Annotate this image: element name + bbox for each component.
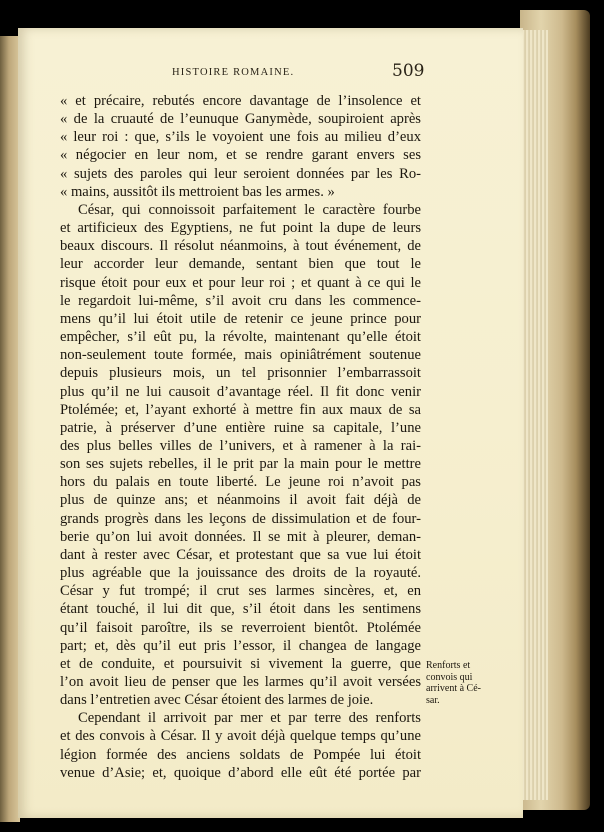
text-line: « négocier en leur nom, et se rendre garant envers ses — [60, 147, 421, 164]
text-line: dans l’entretien avec César étoient des larmes de joie. — [60, 692, 374, 709]
text-line: plus qu’il ne lui causoit d’avantage réel. Il fit donc venir — [60, 383, 421, 400]
text-line: plus agréable que la jouissance des droits de la royauté. — [60, 565, 421, 582]
left-page-edge — [0, 36, 20, 822]
text-line: légion formée des anciens soldats de Pompée lui étoit — [60, 746, 421, 763]
text-line: non-seulement toute formée, mais opiniâtrément soutenue — [60, 347, 421, 364]
text-line: berie qu’on lui avoit données. Il se mit à pleurer, deman- — [60, 528, 421, 545]
text-line: patrie, à préserver d’une entière ruine sa capitale, l’une — [60, 419, 421, 436]
text-line: dant à rester avec César, et protestant que sa vue lui étoit — [60, 546, 421, 563]
text-line: « et précaire, rebutés encore davantage de l’insolence et — [60, 93, 421, 109]
text-line: et artificieux des Egyptiens, ne fut point la dupe de leurs — [60, 220, 421, 237]
text-line: mens qu’il lui étoit utile de retenir ce jeune prince pour — [60, 310, 421, 327]
text-line: grands progrès dans les leçons de dissimulation et de four- — [60, 510, 421, 527]
text-line: et de conduite, et poursuivit si vivement la guerre, que — [60, 655, 421, 672]
text-line: l’on avoit lieu de penser que les larmes qu’il avoit versées — [60, 674, 421, 690]
text-line: Ptolémée; et, l’ayant exhorté à mettre fin aux maux de sa — [60, 401, 421, 418]
text-line: « mains, aussitôt ils mettroient bas les armes. » — [60, 183, 335, 200]
text-line: et des convois à César. Il y avoit déjà quelque temps qu’une — [60, 728, 421, 745]
text-line: qu’il faisoit paroître, ils se reverroient bientôt. Ptolémée — [60, 619, 421, 636]
running-title: HISTOIRE ROMAINE. — [172, 67, 295, 78]
text-line: Cependant il arrivoit par mer et par terre des renforts — [78, 710, 421, 727]
margin-note-line: arrivent à Cé- — [426, 683, 481, 694]
text-line: beaux discours. Il résolut néanmoins, à tout événement, de — [60, 238, 421, 255]
text-line: « sujets des paroles qui leur seroient données par les Ro- — [60, 165, 421, 182]
text-line: empêcher, s’il eût pu, la révolte, maintenant qu’elle étoit — [60, 329, 421, 346]
body-text — [60, 92, 421, 782]
text-line: son ses sujets rebelles, il le prit par la main pour le mettre — [60, 456, 421, 473]
margin-note-line: convois qui — [426, 671, 473, 683]
text-line: leur accorder leur demande, sentant bien que tout le — [60, 256, 421, 273]
text-line: des plus belles villes de l’univers, et à ramener à la rai- — [60, 437, 421, 454]
text-line: « de la cruauté de l’eunuque Ganymède, soupiroient après — [60, 111, 421, 128]
text-line: César y fut trompé; il crut ses larmes sincères, et, en — [60, 583, 421, 600]
margin-note-line: Renforts et — [426, 660, 471, 671]
text-line: venue d’Asie; et, quoique d’abord elle eût été portée par — [60, 764, 421, 781]
text-line: risque étoit pour eux et pour leur roi ; et quant à ce qui le — [60, 274, 421, 291]
text-line: « leur roi : que, s’ils le voyoient une fois au milieu d’eux — [60, 129, 421, 146]
text-line: étant touché, il lui dit que, s’il étoit dans les sentimens — [60, 601, 421, 618]
text-line: plus de quinze ans; et néanmoins il avoit fait déjà de — [60, 492, 421, 509]
text-line: César, qui connoissoit parfaitement le caractère fourbe — [78, 201, 421, 218]
text-line: hors du palais en toute liberté. Le jeune roi n’avoit pas — [60, 474, 421, 491]
margin-note — [426, 660, 496, 706]
text-line: depuis plusieurs mois, un tel prisonnier l’embarrassoit — [60, 365, 421, 382]
margin-note-line: sar. — [426, 694, 440, 706]
page-number: 509 — [392, 61, 425, 81]
text-line: part; et, dès qu’il eut pris l’essor, il changea de langage — [60, 637, 421, 654]
text-line: le regardoit lui-même, s’il avoit cru dans les commence- — [60, 292, 421, 309]
